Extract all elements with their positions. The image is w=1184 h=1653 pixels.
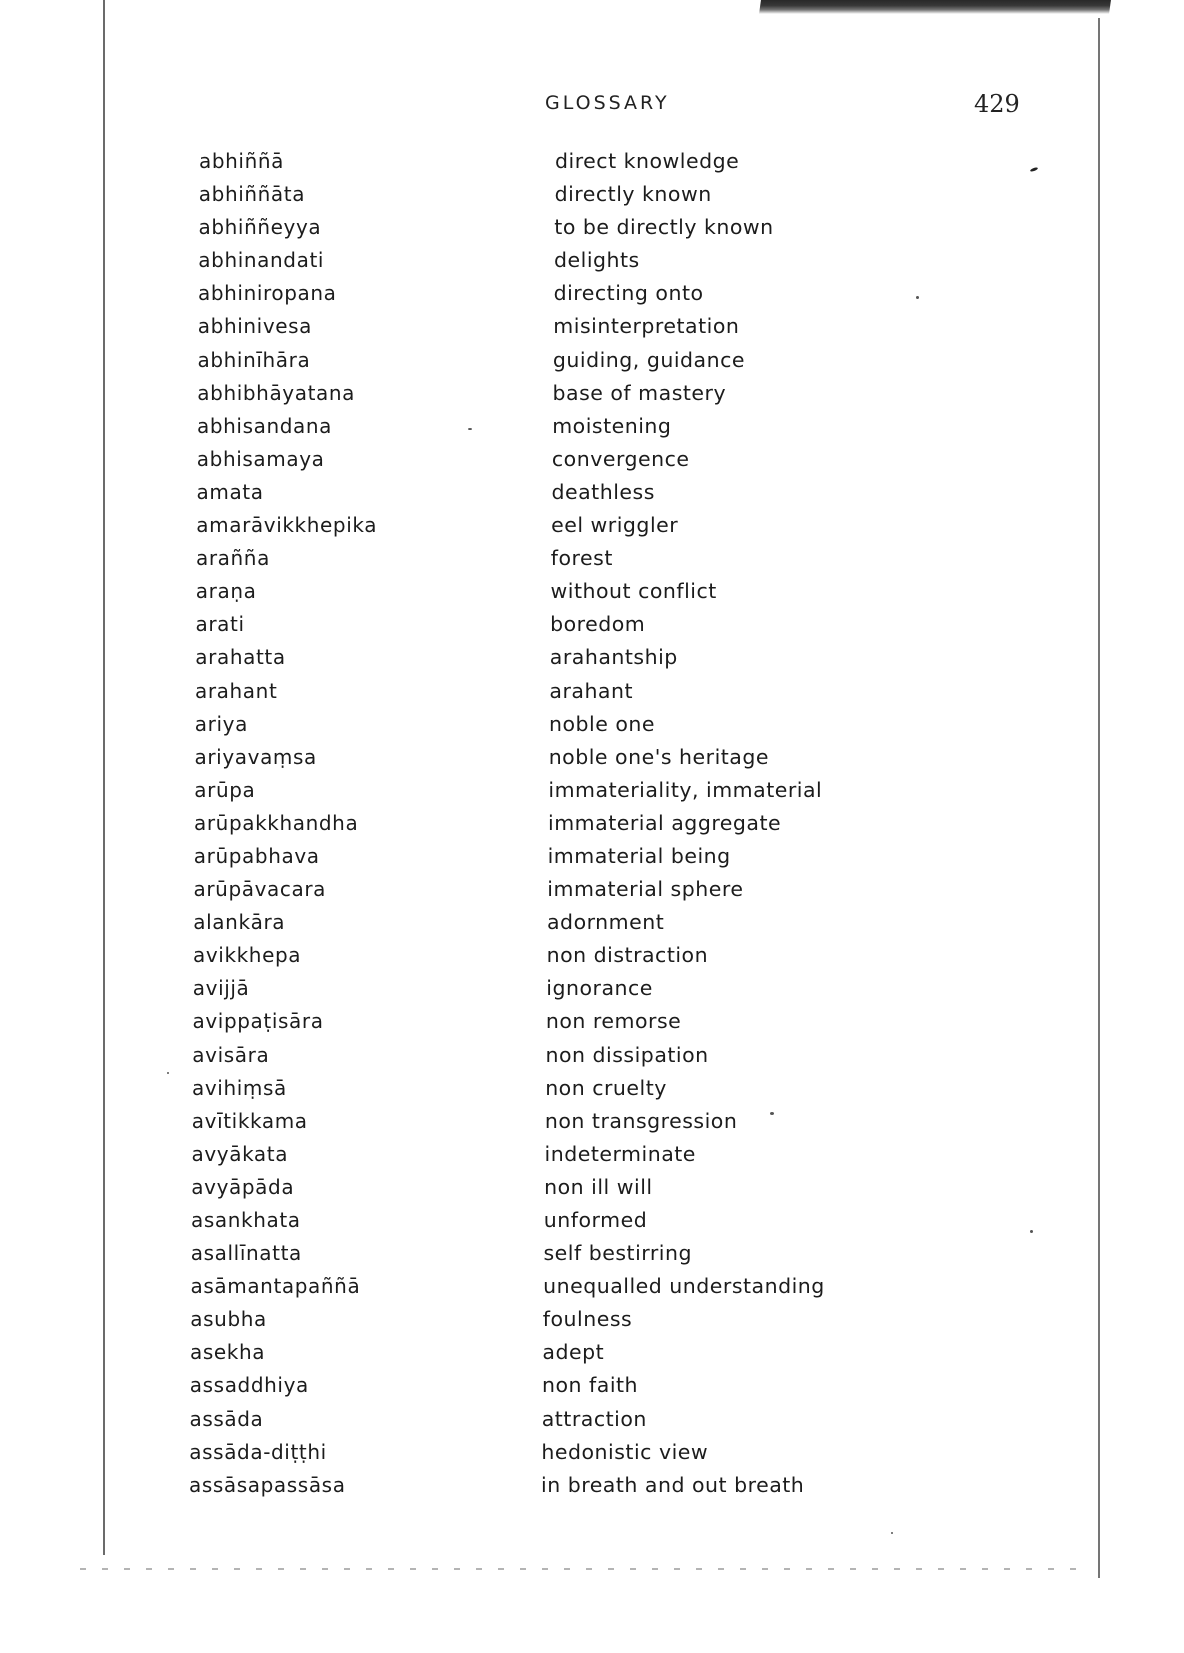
glossary-entry	[0, 1273, 1184, 1306]
glossary-definition: non cruelty	[545, 1075, 667, 1100]
glossary-definition: deathless	[551, 479, 655, 504]
glossary-term: avikkhepa	[193, 943, 302, 968]
glossary-entry	[0, 611, 1184, 644]
glossary-term: asubha	[190, 1307, 267, 1332]
glossary-definition: convergence	[551, 446, 690, 471]
glossary-definition: base of mastery	[552, 380, 727, 405]
glossary-definition: non ill will	[544, 1174, 653, 1199]
glossary-definition: non remorse	[545, 1009, 682, 1034]
glossary-definition: immaterial aggregate	[548, 810, 782, 835]
glossary-entry	[0, 744, 1184, 777]
glossary-entry	[0, 1439, 1184, 1472]
glossary-term: abhiññā	[199, 149, 284, 173]
glossary-entry	[0, 1207, 1184, 1240]
glossary-entry	[0, 1240, 1184, 1273]
glossary-term: abhisamaya	[196, 446, 325, 471]
glossary-term: abhinivesa	[197, 314, 313, 339]
glossary-definition: ignorance	[546, 976, 653, 1001]
glossary-term: asankhata	[191, 1208, 301, 1232]
running-head-title: GLOSSARY	[545, 92, 670, 114]
glossary-definition: eel wriggler	[551, 513, 679, 538]
glossary-term: abhinīhāra	[197, 347, 311, 372]
glossary-definition: foulness	[542, 1307, 633, 1332]
glossary-term: asekha	[190, 1340, 266, 1365]
glossary-entry	[0, 280, 1184, 313]
glossary-term: assaddhiya	[189, 1373, 309, 1398]
glossary-term: ariya	[194, 711, 248, 736]
glossary-definition: guiding, guidance	[552, 347, 745, 372]
glossary-definition: unformed	[543, 1208, 648, 1232]
glossary-entry	[0, 1174, 1184, 1207]
glossary-entry	[0, 975, 1184, 1008]
glossary-term: araṇa	[195, 579, 257, 604]
glossary-definition: without conflict	[550, 579, 717, 604]
glossary-entry	[0, 479, 1184, 512]
glossary-entry	[0, 413, 1184, 446]
glossary-definition: boredom	[550, 612, 646, 637]
glossary-entry	[0, 876, 1184, 909]
glossary-entry	[0, 1008, 1184, 1041]
glossary-term: avyāpāda	[191, 1174, 295, 1199]
glossary-term: assāda-diṭṭhi	[189, 1439, 327, 1464]
page-number: 429	[974, 90, 1020, 118]
glossary-definition: immaterial being	[547, 843, 731, 868]
glossary-definition: misinterpretation	[553, 314, 740, 339]
glossary-entry	[0, 810, 1184, 843]
glossary-term: avihiṃsā	[192, 1075, 287, 1100]
glossary-definition: immaterial sphere	[547, 877, 744, 902]
glossary-entry	[0, 1372, 1184, 1405]
glossary-definition: arahant	[549, 678, 634, 703]
glossary-term: avijjā	[192, 976, 250, 1001]
glossary-definition: noble one	[549, 711, 656, 736]
glossary-term: avītikkama	[191, 1108, 308, 1133]
glossary-definition: non distraction	[546, 943, 709, 968]
glossary-definition: attraction	[541, 1406, 647, 1431]
glossary-term: abhisandana	[197, 413, 333, 438]
glossary-entry	[0, 1141, 1184, 1174]
glossary-entry	[0, 843, 1184, 876]
glossary-definition: directing onto	[553, 281, 704, 306]
glossary-definition: non faith	[542, 1373, 639, 1398]
glossary-entry	[0, 777, 1184, 810]
glossary-entry	[0, 247, 1184, 280]
glossary-entry	[0, 678, 1184, 711]
glossary-term: assāsapassāsa	[189, 1472, 346, 1497]
scan-bottom-noise	[80, 1568, 1080, 1570]
glossary-term: abhinandati	[198, 248, 325, 273]
glossary-entry	[0, 578, 1184, 611]
glossary-term: avippaṭisāra	[192, 1009, 324, 1034]
glossary-term: arūpakkhandha	[194, 810, 359, 835]
glossary-definition: non transgression	[544, 1108, 738, 1133]
glossary-term: abhibhāyatana	[197, 380, 356, 405]
glossary-term: abhiññāta	[198, 182, 306, 207]
glossary-term: arahant	[195, 678, 278, 703]
glossary-entry	[0, 347, 1184, 380]
glossary-definition: adornment	[547, 910, 665, 935]
glossary-definition: noble one's heritage	[548, 744, 769, 769]
glossary-entry	[0, 1108, 1184, 1141]
glossary-entry	[0, 1075, 1184, 1108]
glossary-term: arūpāvacara	[193, 877, 327, 902]
glossary-definition: direct knowledge	[555, 149, 740, 173]
glossary-entry	[0, 512, 1184, 545]
glossary-entry	[0, 545, 1184, 578]
glossary-term: avyākata	[191, 1141, 289, 1166]
glossary-entry	[0, 214, 1184, 247]
glossary-entry	[0, 1339, 1184, 1372]
glossary-entry	[0, 313, 1184, 346]
glossary-term: arūpabhava	[193, 843, 320, 868]
glossary-definition: non dissipation	[545, 1042, 709, 1067]
glossary-term: alankāra	[193, 910, 286, 935]
glossary-term: asāmantapaññā	[190, 1274, 361, 1299]
glossary-list	[0, 148, 1184, 1505]
glossary-definition: adept	[542, 1340, 605, 1365]
glossary-term: arañña	[196, 546, 270, 571]
glossary-entry	[0, 909, 1184, 942]
glossary-definition: arahantship	[549, 645, 678, 670]
glossary-entry	[0, 446, 1184, 479]
glossary-definition: indeterminate	[544, 1141, 696, 1166]
glossary-entry	[0, 711, 1184, 744]
glossary-definition: moistening	[552, 413, 672, 438]
glossary-definition: hedonistic view	[541, 1439, 709, 1464]
glossary-term: abhiññeyya	[198, 215, 322, 240]
glossary-term: asallīnatta	[190, 1241, 302, 1266]
glossary-term: arahatta	[195, 645, 286, 670]
glossary-term: avisāra	[192, 1042, 270, 1067]
glossary-entry	[0, 1472, 1184, 1505]
glossary-entry	[0, 942, 1184, 975]
glossary-definition: forest	[550, 546, 613, 571]
glossary-entry	[0, 644, 1184, 677]
glossary-definition: delights	[554, 248, 640, 273]
glossary-term: abhiniropana	[198, 281, 337, 306]
glossary-entry	[0, 380, 1184, 413]
glossary-entry	[0, 1306, 1184, 1339]
glossary-term: amarāvikkhepika	[196, 513, 378, 538]
glossary-entry	[0, 1406, 1184, 1439]
glossary-entry	[0, 181, 1184, 214]
glossary-definition: immateriality, immaterial	[548, 777, 823, 802]
glossary-term: arati	[195, 612, 245, 637]
glossary-term: arūpa	[194, 777, 256, 802]
glossary-term: assāda	[189, 1406, 264, 1431]
glossary-term: ariyavaṃsa	[194, 744, 317, 769]
glossary-definition: self bestirring	[543, 1241, 692, 1266]
glossary-definition: to be directly known	[554, 215, 774, 240]
glossary-entry	[0, 1042, 1184, 1075]
glossary-definition: directly known	[554, 182, 712, 207]
scan-speck	[891, 1532, 893, 1534]
glossary-entry	[0, 148, 1184, 181]
scan-top-shadow	[759, 0, 1111, 14]
glossary-definition: in breath and out breath	[541, 1472, 805, 1497]
glossary-term: amata	[196, 479, 264, 504]
glossary-definition: unequalled understanding	[543, 1274, 825, 1299]
